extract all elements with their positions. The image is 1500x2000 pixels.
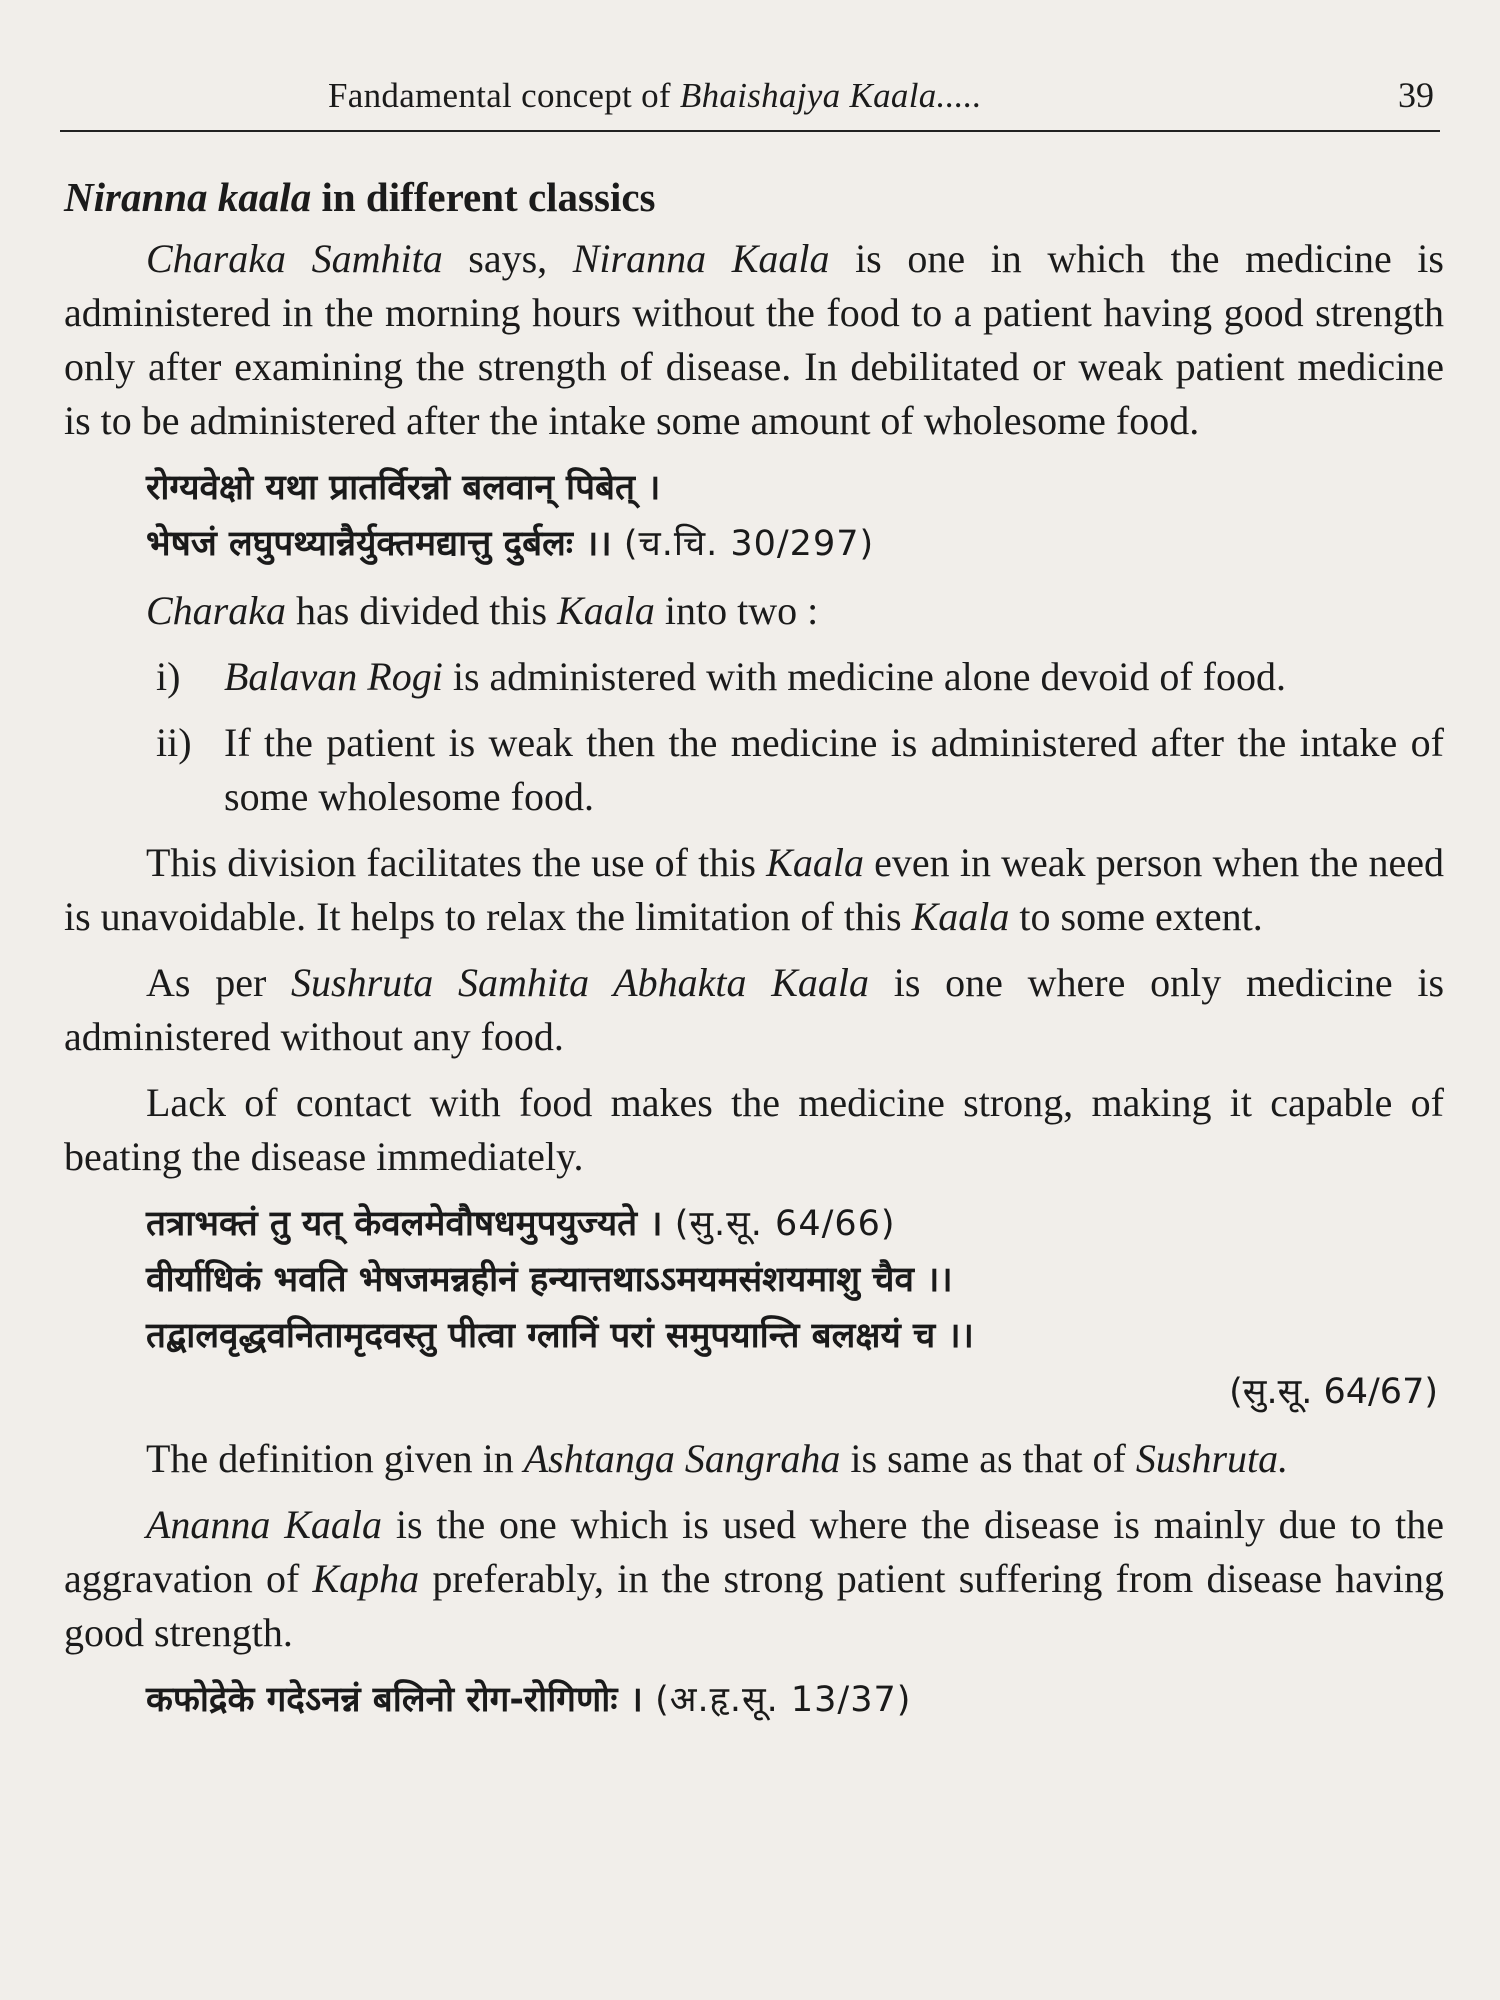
verse-reference: (अ.हृ.सू. 13/37)	[655, 1680, 912, 1720]
italic-term: Balavan Rogi	[224, 654, 443, 699]
paragraph-ananna-kaala	[64, 1498, 1444, 1660]
paragraph-ashtanga-sangraha	[64, 1432, 1444, 1486]
verse-line: तद्बालवृद्धवनितामृदवस्तु पीत्वा ग्लानिं परां समुपयान्ति बलक्षयं च ।।	[146, 1316, 974, 1356]
sanskrit-verse-3	[64, 1672, 1444, 1728]
verse-line	[64, 1672, 1444, 1728]
list-text: If the patient is weak then the medicine is administered after the intake of some wholesome food.	[224, 720, 1444, 819]
italic-term: Charaka Samhita	[146, 236, 443, 281]
sanskrit-verse-1	[64, 460, 1444, 572]
verse-text: कफोद्रेके गदेऽनन्नं बलिनो रोग-रोगिणोः ।	[146, 1680, 656, 1720]
section-heading	[64, 170, 1444, 224]
running-title-text: Fandamental concept of	[328, 76, 680, 115]
text-run: As per	[146, 960, 292, 1005]
verse-reference: (सु.सू. 64/66)	[674, 1204, 896, 1244]
italic-term: Ashtanga Sangraha	[523, 1436, 841, 1481]
text-run: The definition given in	[146, 1436, 524, 1481]
paragraph-division-facilitates	[64, 836, 1444, 944]
section-heading-italic: Niranna kaala	[64, 174, 312, 220]
verse-line	[64, 516, 1444, 572]
text-run: into two :	[654, 588, 819, 633]
list-marker: i)	[156, 654, 181, 699]
page-header	[60, 70, 1440, 132]
italic-term: Kaala	[766, 840, 864, 885]
verse-text: तत्राभक्तं तु यत् केवलमेवौषधमुपयुज्यते ।	[146, 1204, 675, 1244]
paragraph-sushruta	[64, 956, 1444, 1064]
list-item	[64, 650, 1444, 704]
verse-text: भेषजं लघुपथ्यान्नैर्युक्तमद्यात्तु दुर्बलः ।।	[146, 524, 624, 564]
page-number: 39	[1398, 75, 1434, 115]
verse-reference: (च.चि. 30/297)	[623, 524, 875, 564]
italic-term: Ananna Kaala	[146, 1502, 383, 1547]
paragraph-charaka-definition	[64, 232, 1444, 448]
italic-term: Charaka	[146, 588, 286, 633]
italic-term: Sushruta.	[1135, 1436, 1289, 1481]
list-marker: ii)	[156, 720, 192, 765]
section-heading-text: in different classics	[311, 174, 656, 220]
italic-term: Kapha	[312, 1556, 420, 1601]
text-run: has divided this	[286, 588, 558, 633]
list-text: is administered with medicine alone devoid of food.	[442, 654, 1286, 699]
text-run: is the one which is used where the disease is mainly due to the aggravation of	[64, 1502, 1445, 1601]
text-run: is one in which the medicine is administered in the morning hours without the food to a patient having good strength only after examining the strength of disease. In debilitated or weak patient medicine is to be administered after the intake some amount of wholesome food.	[64, 236, 1444, 443]
list-item	[64, 716, 1444, 824]
sanskrit-verse-2	[64, 1196, 1444, 1420]
page-body	[64, 170, 1444, 1728]
text-run: This division facilitates the use of this	[146, 840, 767, 885]
verse-line	[64, 1196, 1444, 1252]
paragraph-charaka-division	[64, 584, 1444, 638]
text-run: is same as that of	[840, 1436, 1136, 1481]
running-title-italic: Bhaishajya Kaala.....	[679, 76, 982, 115]
verse-line: वीर्याधिकं भवति भेषजमन्नहीनं हन्यात्तथाऽऽमयमसंशयमाशु चैव ।।	[146, 1260, 953, 1300]
text-run: says,	[442, 236, 573, 281]
paragraph-lack-of-contact: Lack of contact with food makes the medicine strong, making it capable of beating the disease immediately.	[64, 1080, 1444, 1179]
italic-term: Kaala	[557, 588, 655, 633]
text-run: to some extent.	[1009, 894, 1263, 939]
text-run: is one where only medicine is administered without any food.	[64, 960, 1445, 1059]
italic-term: Sushruta Samhita Abhakta Kaala	[291, 960, 869, 1005]
italic-term: Niranna Kaala	[572, 236, 830, 281]
verse-reference: (सु.सू. 64/67)	[1229, 1372, 1438, 1412]
text-run: preferably, in the strong patient suffering from disease having good strength.	[64, 1556, 1444, 1655]
text-run: even in weak person when the need is unavoidable. It helps to relax the limitation of this	[64, 840, 1444, 939]
verse-line: रोग्यवेक्षो यथा प्रातर्विरन्नो बलवान् पिबेत् ।	[146, 468, 661, 508]
italic-term: Kaala	[911, 894, 1010, 939]
running-title	[328, 76, 982, 116]
